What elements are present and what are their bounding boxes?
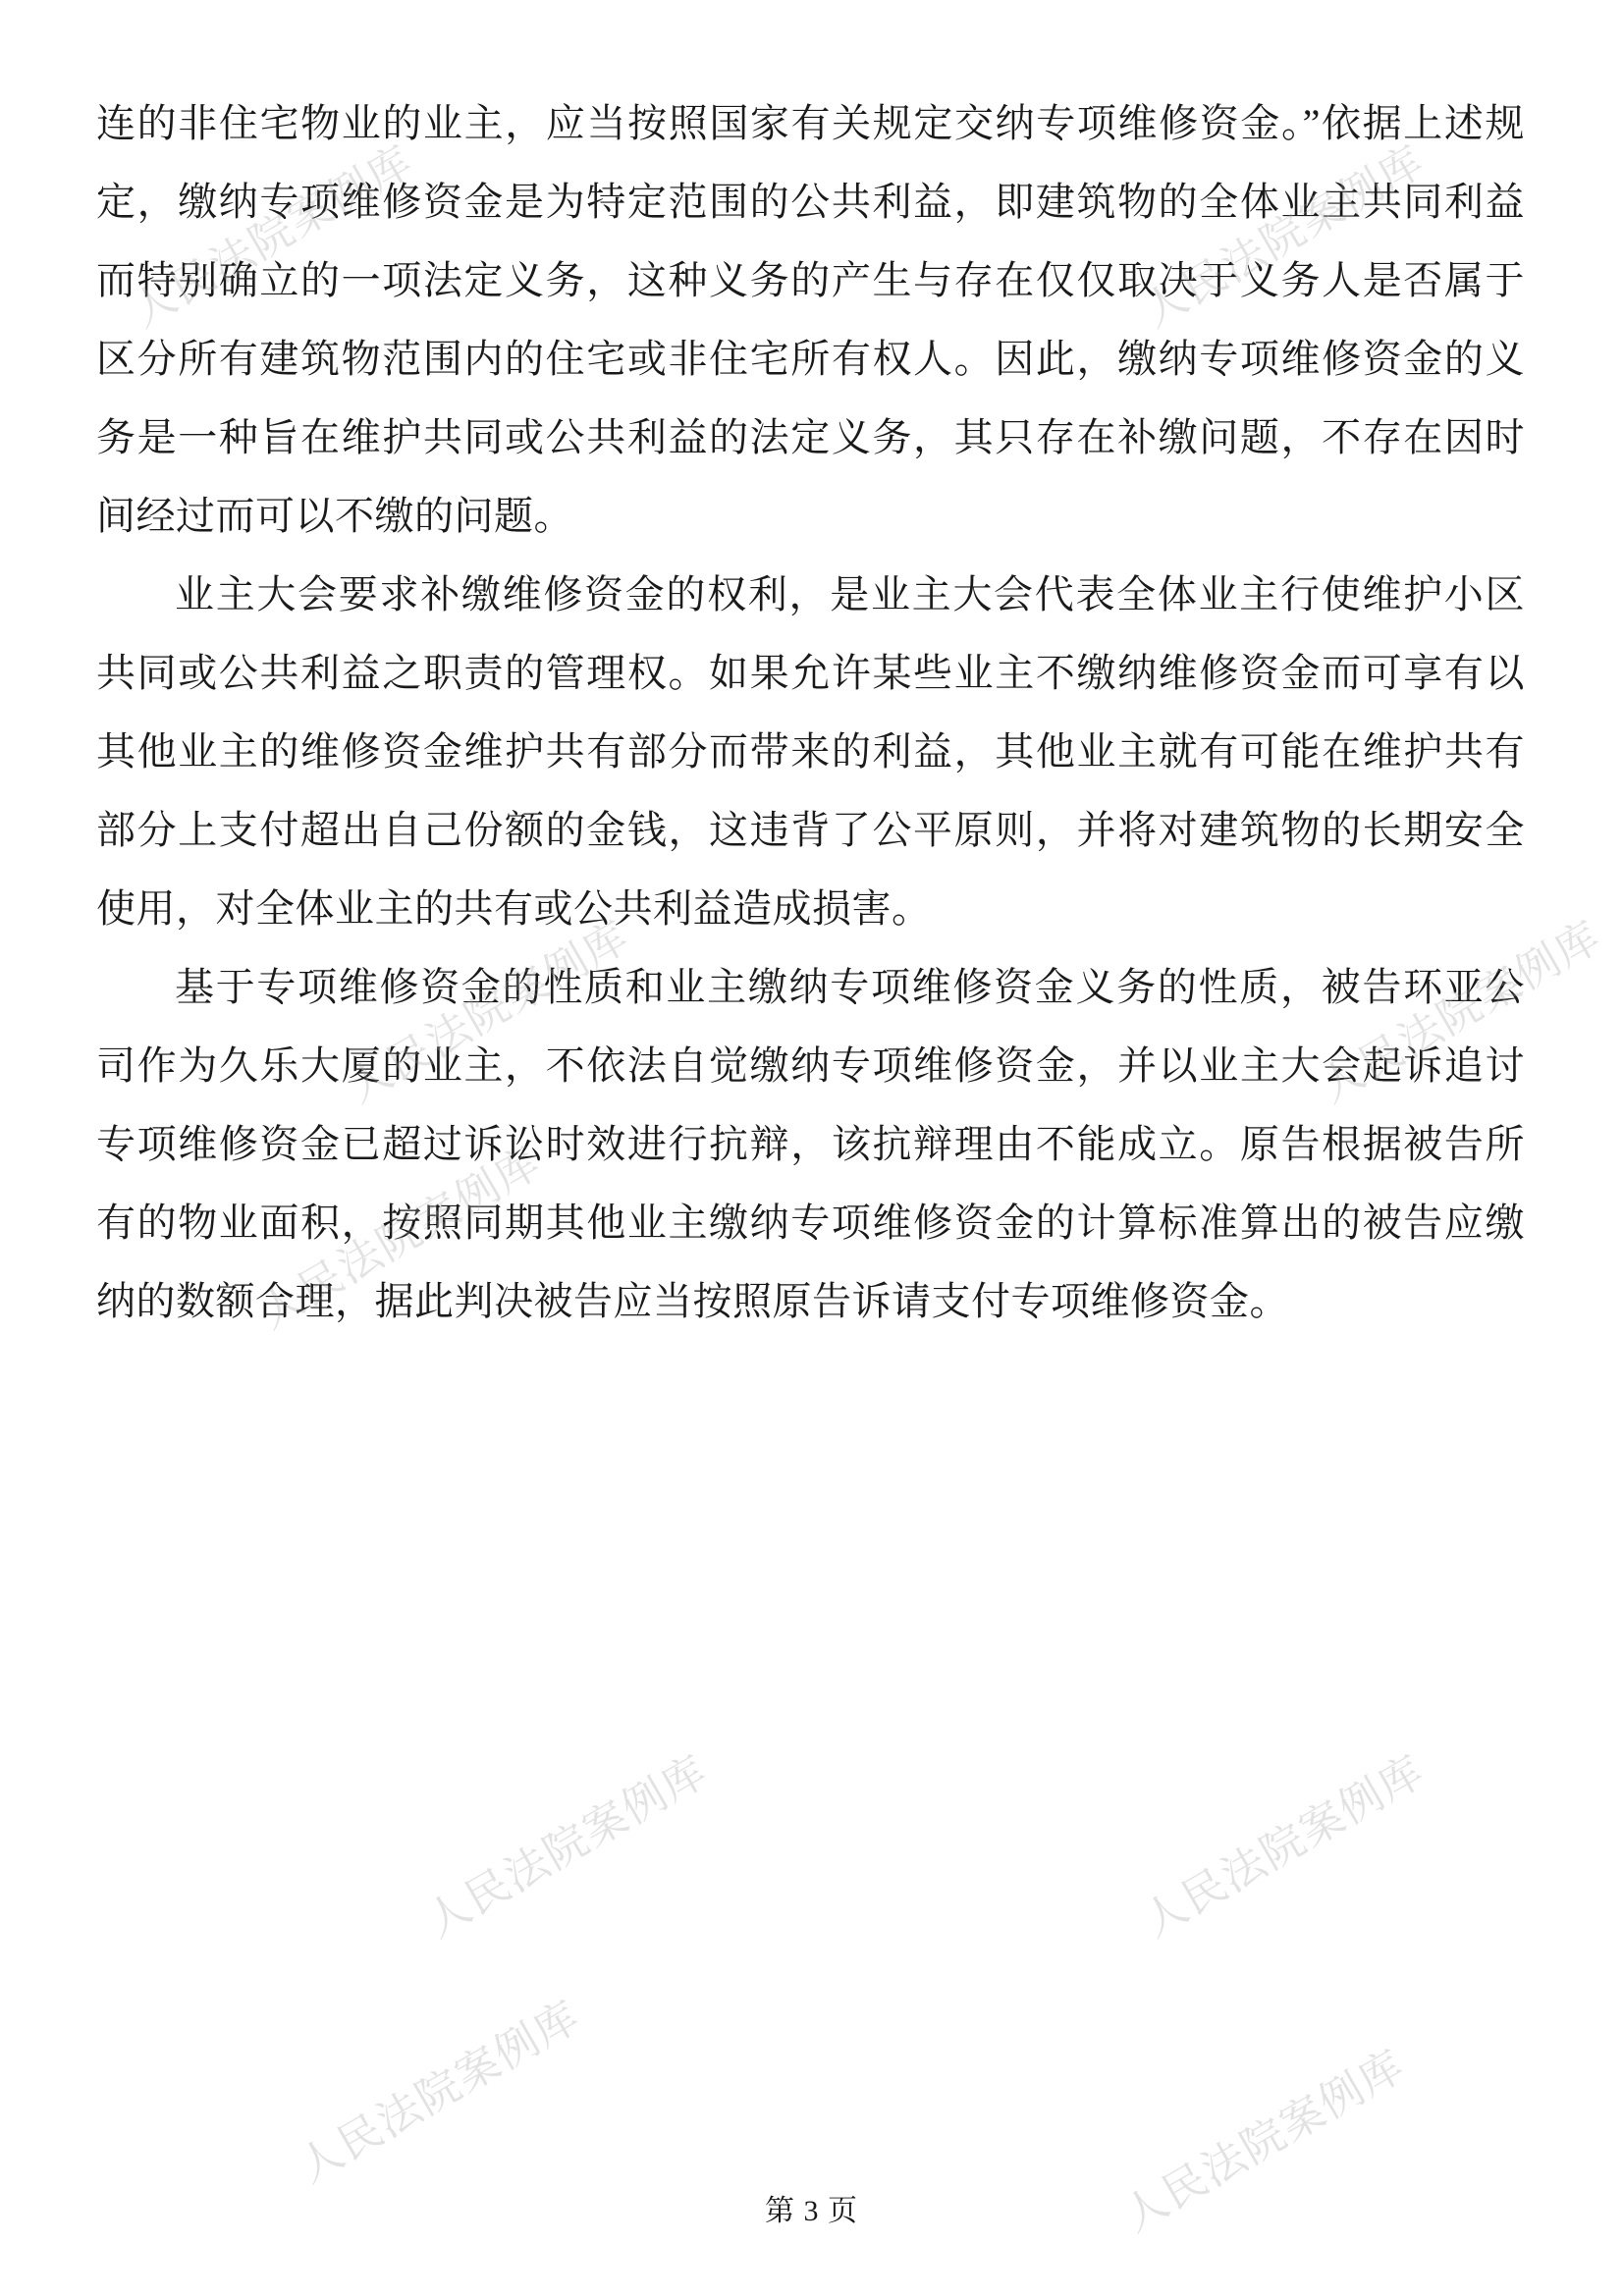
- watermark: 人民法院案例库: [1135, 136, 1434, 337]
- paragraph-2: 业主大会要求补缴维修资金的权利，是业主大会代表全体业主行使维护小区共同或公共利益之职责的管理权。如果允许某些业主不缴纳维修资金而可享有以其他业主的维修资金维护共有部分而带来的利益，其他业主就有可能在维护共有部分上支付超出自己份额的金钱，这违背了公平原则，并将对建筑物的长期安全使用，对全体业主的共有或公共利益造成损害。: [96, 572, 1525, 931]
- watermark: 人民法院案例库: [1115, 2041, 1414, 2241]
- page-footer: [0, 2186, 1623, 2229]
- watermark: 人民法院案例库: [124, 136, 422, 337]
- watermark: 人民法院案例库: [1312, 912, 1610, 1112]
- watermark: 人民法院案例库: [251, 1138, 550, 1338]
- watermark: 人民法院案例库: [291, 1992, 589, 2192]
- watermark: 人民法院案例库: [340, 912, 638, 1112]
- document-body: [96, 84, 1525, 1341]
- paragraph-3: 基于专项维修资金的性质和业主缴纳专项维修资金义务的性质，被告环亚公司作为久乐大厦的业主，不依法自觉缴纳专项维修资金，并以业主大会起诉追讨专项维修资金已超过诉讼时效进行抗辩，该抗辩理由不能成立。原告根据被告所有的物业面积，按照同期其他业主缴纳专项维修资金的计算标准算出的被告应缴纳的数额合理，据此判决被告应当按照原告诉请支付专项维修资金。: [96, 965, 1525, 1323]
- watermark: 人民法院案例库: [418, 1746, 717, 1947]
- page-number: 第 3 页: [765, 2195, 858, 2227]
- watermark: 人民法院案例库: [1135, 1746, 1434, 1947]
- paragraph-1: 连的非住宅物业的业主，应当按照国家有关规定交纳专项维修资金。”依据上述规定，缴纳专项维修资金是为特定范围的公共利益，即建筑物的全体业主共同利益而特别确立的一项法定义务，这种义务的产生与存在仅仅取决于义务人是否属于区分所有建筑物范围内的住宅或非住宅所有权人。因此，缴纳专项维修资金的义务是一种旨在维护共同或公共利益的法定义务，其只存在补缴问题，不存在因时间经过而可以不缴的问题。: [96, 101, 1525, 538]
